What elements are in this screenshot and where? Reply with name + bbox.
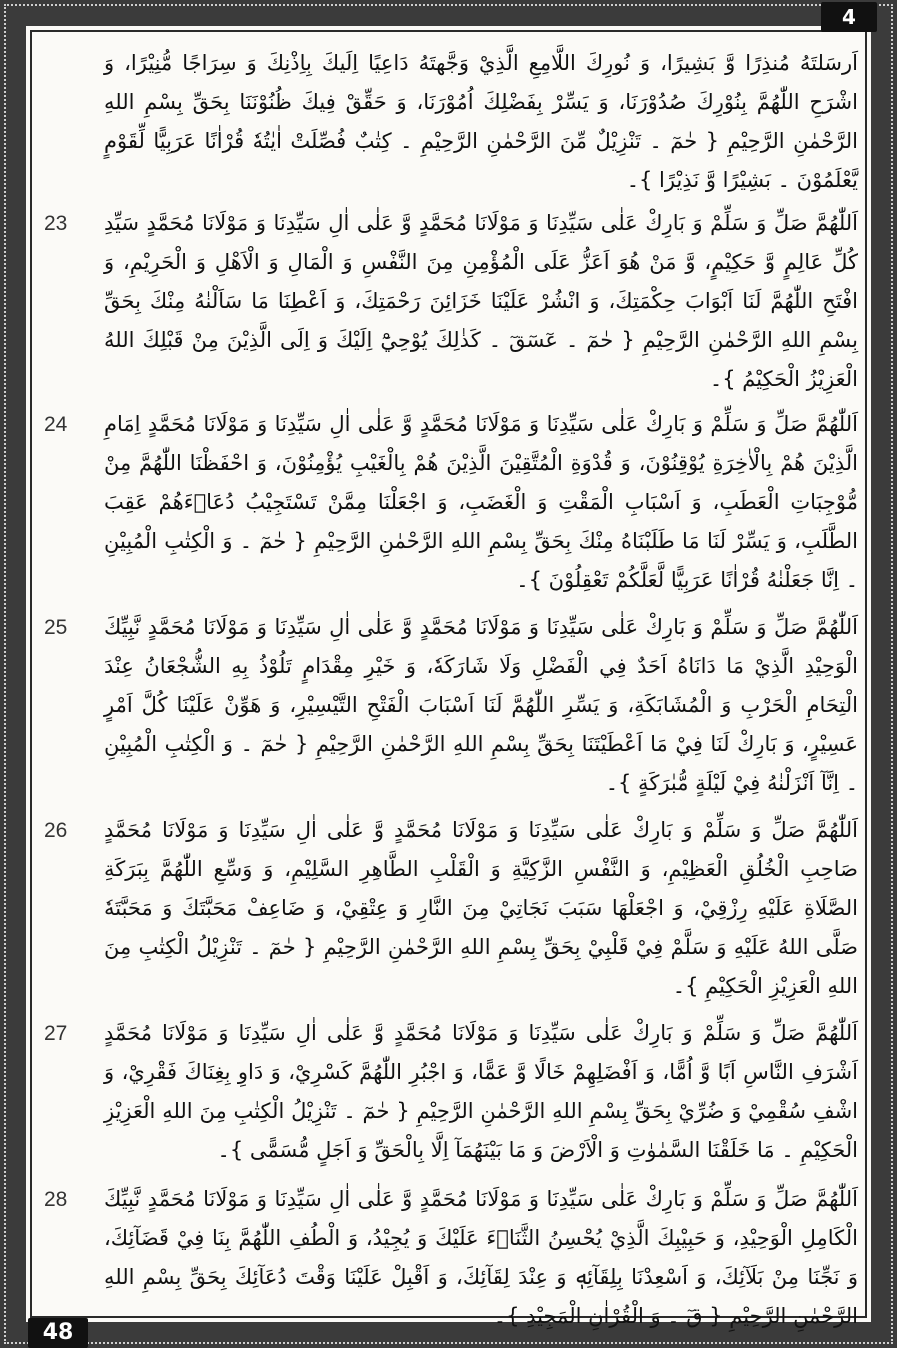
paragraph-text: اَللّٰهُمَّ صَلِّ وَ سَلِّمْ وَ بَارِكْ عَلٰى سَيِّدِنَا وَ مَوْلَانَا مُحَمَّدٍ وَّ عَلٰى اٰلِ سَيِّدِنَا وَ مَوْلَانَا مُحَمَّدٍ صَاحِبِ الْخُلُقِ الْعَظِيْمِ، وَ النَّفْسِ الزَّكِيَّةِ وَ الْقَلْبِ الطَّاهِرِ السَّلِيْمِ، وَ وَسِّعِ اللّٰهُمَّ بِبَرَكَةِ الصَّلَاةِ عَلَيْهِ رِزْقِيْ، وَ اجْعَلْهَا سَبَبَ نَجَاتِيْ مِنَ النَّارِ وَ عِتْقِيْ، وَ ضَاعِفْ مَحَبَّتَكَ وَ مَحَبَّتَهٗ صَلَّى اللهُ عَلَيْهِ وَ سَلَّمْ فِيْ قَلْبِيْ بِحَقِّ بِسْمِ اللهِ الرَّحْمٰنِ الرَّحِيْمِ { حٰمٓ ۔ تَنْزِيْلُ الْكِتٰبِ مِنَ اللهِ الْعَزِيْزِ الْحَكِيْمِ }۔	[104, 818, 858, 998]
intro-paragraph	[36, 44, 858, 200]
paragraph-text: اَللّٰهُمَّ صَلِّ وَ سَلِّمْ وَ بَارِكْ عَلٰى سَيِّدِنَا وَ مَوْلَانَا مُحَمَّدٍ وَّ عَلٰى اٰلِ سَيِّدِنَا وَ مَوْلَانَا مُحَمَّدٍ نَّبِيِّكَ الْوَحِيْدِ الَّذِيْ مَا دَانَاهُ اَحَدٌ فِي الْفَضْلِ وَلَا شَارَكَهٗ، وَ خَيْرِ مِقْدَامٍ تَلُوْذُ بِهِ الشُّجْعَانُ عِنْدَ الْتِحَامِ الْحَرْبِ وَ الْمُشَابَكَةِ، وَ يَسِّرِ اللّٰهُمَّ لَنَا اَسْبَابَ الْفَتْحِ التَّيْسِيْرِ، وَ هَوِّنْ عَلَيْنَا كُلَّ اَمْرٍ عَسِيْرٍ، وَ بَارِكْ لَنَا فِيْ مَا اَعْطَيْتَنَا بِحَقِّ بِسْمِ اللهِ الرَّحْمٰنِ الرَّحِيْمِ { حٰمٓ ۔ وَ الْكِتٰبِ الْمُبِيْنِ ۔ اِنَّآ اَنْزَلْنٰهُ فِيْ لَيْلَةٍ مُّبٰرَكَةٍ }۔	[104, 615, 858, 795]
section-number: 25	[44, 616, 68, 639]
paragraph-text: اَللّٰهُمَّ صَلِّ وَ سَلِّمْ وَ بَارِكْ عَلٰى سَيِّدِنَا وَ مَوْلَانَا مُحَمَّدٍ وَّ عَلٰى اٰلِ سَيِّدِنَا وَ مَوْلَانَا مُحَمَّدٍ اَشْرَفِ النَّاسِ اَبًا وَّ اُمًّا، وَ اَفْضَلِهِمْ خَالًا وَّ عَمًّا، وَ اجْبُرِ اللّٰهُمَّ كَسْرِيْ، وَ دَاوِ بِغِنَاكَ فَقْرِيْ، وَ اشْفِ سُقْمِيْ وَ ضُرِّيْ بِحَقِّ بِسْمِ اللهِ الرَّحْمٰنِ الرَّحِيْمِ { حٰمٓ ۔ تَنْزِيْلُ الْكِتٰبِ مِنَ اللهِ الْعَزِيْزِ الْحَكِيْمِ ۔ مَا خَلَقْنَا السَّمٰوٰتِ وَ الْاَرْضَ وَ مَا بَيْنَهُمَآ اِلَّا بِالْحَقِّ وَ اَجَلٍ مُّسَمًّى }۔	[104, 1021, 858, 1162]
section-number: 24	[44, 413, 68, 436]
footer-page-number: 48	[28, 1318, 88, 1348]
paragraph-text: اَللّٰهُمَّ صَلِّ وَ سَلِّمْ وَ بَارِكْ عَلٰى سَيِّدِنَا وَ مَوْلَانَا مُحَمَّدٍ وَّ عَلٰى اٰلِ سَيِّدِنَا وَ مَوْلَانَا مُحَمَّدٍ نَّبِيِّكَ الْكَامِلِ الْوَحِيْدِ، وَ حَبِيْبِكَ الَّذِيْ يُحْسِنُ الثَّنَاۤءَ عَلَيْكَ وَ يُجِيْدُ، وَ الْطُفِ اللّٰهُمَّ بِنَا فِيْ قَضَآئِكَ، وَ نَجِّنَا مِنْ بَلَآئِكَ، وَ اَسْعِدْنَا بِلِقَآئِهٖ وَ عِنْدَ لِقَآئِكَ، وَ اَقْبِلْ عَلَيْنَا وَقْتَ دُعَآئِكَ بِحَقِّ بِسْمِ اللهِ الرَّحْمٰنِ الرَّحِيْمِ { قٓ ۔ وَ الْقُرْاٰنِ الْمَجِيْدِ }۔	[104, 1187, 858, 1328]
section-25	[36, 608, 858, 803]
section-27	[36, 1014, 858, 1170]
section-number: 28	[44, 1188, 68, 1211]
section-number: 27	[44, 1022, 68, 1045]
page-content	[32, 44, 862, 1328]
paragraph-text: اَللّٰهُمَّ صَلِّ وَ سَلِّمْ وَ بَارِكْ عَلٰى سَيِّدِنَا وَ مَوْلَانَا مُحَمَّدٍ وَّ عَلٰى اٰلِ سَيِّدِنَا وَ مَوْلَانَا مُحَمَّدٍ اِمَامِ الَّذِيْنَ هُمْ بِالْاٰخِرَةِ يُوْقِنُوْنَ، وَ قُدْوَةِ الْمُتَّقِيْنَ الَّذِيْنَ هُمْ بِالْغَيْبِ يُؤْمِنُوْنَ، وَ احْفَظْنَا اللّٰهُمَّ مِنْ مُّوْجِبَاتِ الْعَطَبِ، وَ اَسْبَابِ الْمَقْتِ وَ الْغَضَبِ، وَ اجْعَلْنَا مِمَّنْ تَسْتَجِيْبُ دُعَاۤءَهُمْ عَقِبَ الطَّلَبِ، وَ يَسِّرْ لَنَا مَا طَلَبْنَاهُ مِنْكَ بِحَقِّ بِسْمِ اللهِ الرَّحْمٰنِ الرَّحِيْمِ { حٰمٓ ۔ وَ الْكِتٰبِ الْمُبِيْنِ ۔ اِنَّا جَعَلْنٰهُ قُرْاٰنًا عَرَبِيًّا لَّعَلَّكُمْ تَعْقِلُوْنَ }۔	[104, 412, 858, 592]
section-28	[36, 1180, 858, 1336]
section-number: 26	[44, 819, 68, 842]
paragraph-text: اَرسَلتَهُ مُنذِرًا وَّ بَشِيرًا، وَ نُورِكَ اللَّامِعِ الَّذِيْ وَجَّهتَهُ دَاعِيًا اِلَيكَ بِاِذْنِكَ وَ سِرَاجًا مُّنِيْرًا، وَ اشْرَحِ اللّٰهُمَّ بِنُوْرِكَ صُدُوْرَنَا، وَ يَسِّرْ بِفَضْلِكَ اُمُوْرَنَا، وَ حَقِّقْ فِيكَ ظُنُوْنَنَا بِحَقِّ بِسْمِ اللهِ الرَّحْمٰنِ الرَّحِيْمِ { حٰمٓ ۔ تَنْزِيْلٌ مِّنَ الرَّحْمٰنِ الرَّحِيْمِ ۔ كِتٰبٌ فُصِّلَتْ اٰيٰتُهٗ قُرْاٰنًا عَرَبِيًّا لِّقَوْمٍ يَّعْلَمُوْنَ ۔ بَشِيْرًا وَّ نَذِيْرًا }۔	[104, 51, 858, 192]
section-number	[36, 44, 104, 200]
paragraph-text: اَللّٰهُمَّ صَلِّ وَ سَلِّمْ وَ بَارِكْ عَلٰى سَيِّدِنَا وَ مَوْلَانَا مُحَمَّدٍ وَّ عَلٰى اٰلِ سَيِّدِنَا وَ مَوْلَانَا مُحَمَّدٍ سَيِّدِ كُلِّ عَالِمٍ وَّ حَكِيْمٍ، وَّ مَنْ هُوَ اَعَزُّ عَلَى الْمُؤْمِنِ مِنَ النَّفْسِ وَ الْمَالِ وَ الْاَهْلِ وَ الْحَرِيْمِ، وَ افْتَحِ اللّٰهُمَّ لَنَا اَبْوَابَ حِكْمَتِكَ، وَ انْشُرْ عَلَيْنَا خَزَائِنَ رَحْمَتِكَ، وَ اَعْطِنَا مَا سَاَلْنٰهُ مِنْكَ بِحَقِّ بِسْمِ اللهِ الرَّحْمٰنِ الرَّحِيْمِ { حٰمٓ ۔ عٓسٓقٓ ۔ كَذٰلِكَ يُوْحِيْٓ اِلَيْكَ وَ اِلَى الَّذِيْنَ مِنْ قَبْلِكَ اللهُ الْعَزِيْزُ الْحَكِيْمُ }۔	[104, 211, 858, 391]
header-page-number: 4	[821, 2, 877, 32]
section-26	[36, 811, 858, 1006]
section-23	[36, 204, 858, 399]
section-number: 23	[44, 212, 68, 235]
section-24	[36, 405, 858, 600]
